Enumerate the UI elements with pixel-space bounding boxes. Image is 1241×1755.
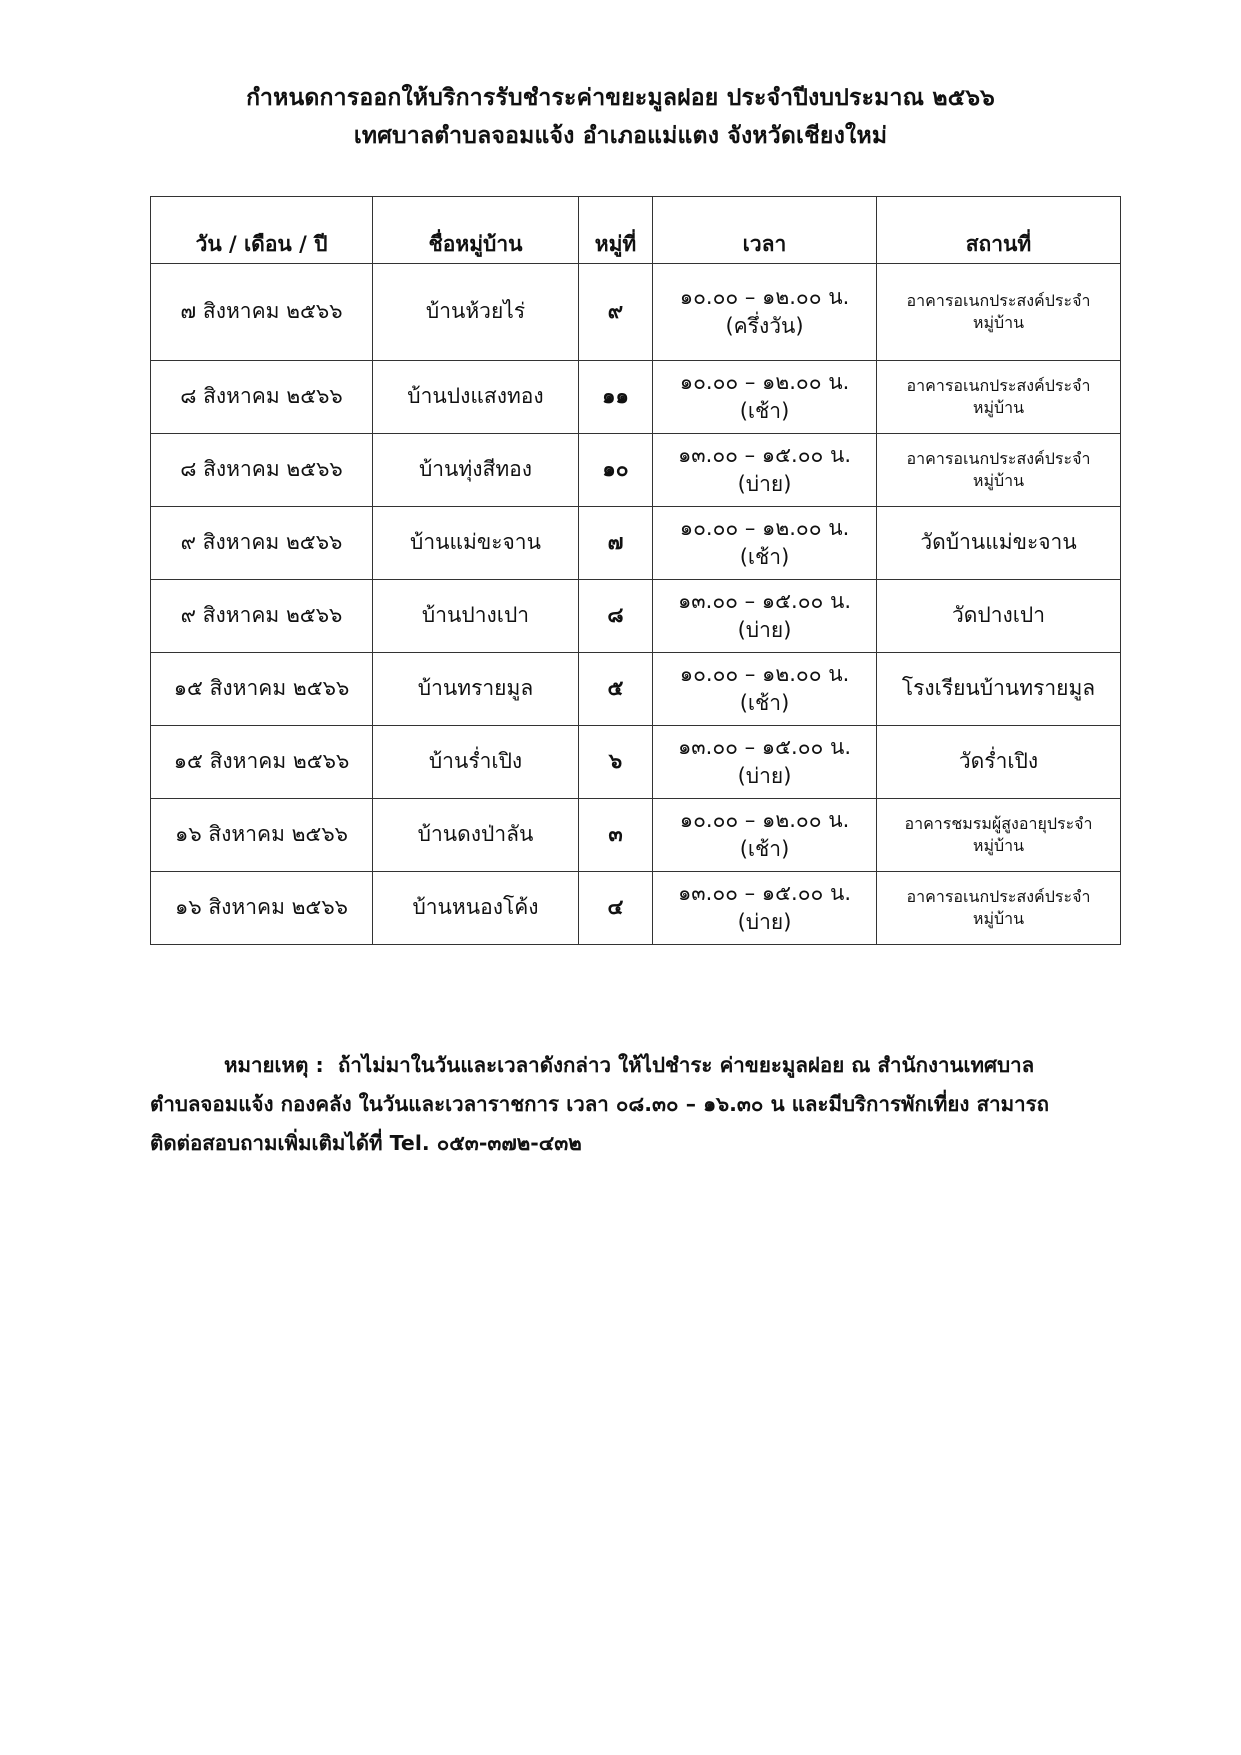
cell-date: ๘ สิงหาคม ๒๕๖๖ (151, 434, 373, 507)
cell-time (653, 264, 877, 361)
document-title: กำหนดการออกให้บริการรับชำระค่าขยะมูลฝอย ประจำปีงบประมาณ ๒๕๖๖ (246, 85, 995, 111)
column-header-moo: หมู่ที่ (579, 197, 653, 264)
place-line-2: หมู่บ้าน (972, 836, 1025, 855)
cell-place (877, 799, 1121, 872)
time-range: ๑๐.๐๐ – ๑๒.๐๐ น. (679, 369, 850, 394)
time-period: (เช้า) (739, 399, 790, 423)
table-row (151, 726, 1121, 799)
document-subtitle: เทศบาลตำบลจอมแจ้ง อำเภอแม่แตง จังหวัดเชียงใหม่ (353, 123, 888, 149)
time-period: (เช้า) (739, 691, 790, 715)
cell-place: อาคารอเนกประสงค์ประจำหมู่บ้าน (877, 434, 1121, 507)
cell-moo: ๓ (579, 799, 653, 872)
cell-village: บ้านหนองโค้ง (373, 872, 579, 945)
cell-moo: ๗ (579, 507, 653, 580)
remark-section (150, 1046, 1100, 1163)
time-period: (บ่าย) (737, 472, 792, 496)
cell-village: บ้านดงป่าลัน (373, 799, 579, 872)
remark-line-2: ตำบลจอมแจ้ง กองคลัง ในวันและเวลาราชการ เวลา ๐๘.๓๐ – ๑๖.๓๐ น และมีบริการพักเที่ยง สามารถ (150, 1092, 1050, 1116)
table-row (151, 507, 1121, 580)
cell-place: โรงเรียนบ้านทรายมูล (877, 653, 1121, 726)
cell-moo: ๕ (579, 653, 653, 726)
time-period: (บ่าย) (737, 764, 792, 788)
schedule-table (150, 196, 1121, 945)
cell-date: ๗ สิงหาคม ๒๕๖๖ (151, 264, 373, 361)
cell-village: บ้านห้วยไร่ (373, 264, 579, 361)
cell-time (653, 799, 877, 872)
cell-date: ๑๕ สิงหาคม ๒๕๖๖ (151, 726, 373, 799)
cell-moo: ๔ (579, 872, 653, 945)
cell-moo: ๙ (579, 264, 653, 361)
cell-date: ๑๖ สิงหาคม ๒๕๖๖ (151, 799, 373, 872)
cell-place: วัดร่ำเปิง (877, 726, 1121, 799)
time-period: (เช้า) (739, 545, 790, 569)
cell-time (653, 872, 877, 945)
time-period: (ครึ่งวัน) (725, 314, 804, 338)
remark-text-1: ถ้าไม่มาในวันและเวลาดังกล่าว ให้ไปชำระ ค่าขยะมูลฝอย ณ สำนักงานเทศบาล (338, 1053, 1035, 1077)
cell-moo: ๖ (579, 726, 653, 799)
remark-label: หมายเหตุ : (224, 1053, 324, 1077)
remark-line-3: ติดต่อสอบถามเพิ่มเติมได้ที่ Tel. ๐๕๓-๓๗๒-๔๓๒ (150, 1131, 582, 1155)
table-row (151, 580, 1121, 653)
cell-village: บ้านปงแสงทอง (373, 361, 579, 434)
cell-village: บ้านทุ่งสีทอง (373, 434, 579, 507)
cell-time (653, 507, 877, 580)
cell-date: ๙ สิงหาคม ๒๕๖๖ (151, 507, 373, 580)
cell-date: ๙ สิงหาคม ๒๕๖๖ (151, 580, 373, 653)
column-header-date: วัน / เดือน / ปี (151, 197, 373, 264)
table-row (151, 434, 1121, 507)
time-range: ๑๐.๐๐ – ๑๒.๐๐ น. (679, 661, 850, 686)
cell-date: ๘ สิงหาคม ๒๕๖๖ (151, 361, 373, 434)
cell-place: วัดปางเปา (877, 580, 1121, 653)
column-header-place: สถานที่ (877, 197, 1121, 264)
time-range: ๑๓.๐๐ – ๑๕.๐๐ น. (677, 588, 852, 613)
cell-village: บ้านแม่ขะจาน (373, 507, 579, 580)
cell-place: อาคารอเนกประสงค์ประจำหมู่บ้าน (877, 361, 1121, 434)
cell-moo: ๑๐ (579, 434, 653, 507)
table-row (151, 799, 1121, 872)
time-range: ๑๐.๐๐ – ๑๒.๐๐ น. (679, 807, 850, 832)
time-range: ๑๓.๐๐ – ๑๕.๐๐ น. (677, 734, 852, 759)
cell-time (653, 580, 877, 653)
cell-time (653, 726, 877, 799)
cell-date: ๑๖ สิงหาคม ๒๕๖๖ (151, 872, 373, 945)
cell-place: อาคารอเนกประสงค์ประจำหมู่บ้าน (877, 264, 1121, 361)
cell-time (653, 434, 877, 507)
cell-village: บ้านปางเปา (373, 580, 579, 653)
cell-time (653, 361, 877, 434)
time-range: ๑๓.๐๐ – ๑๕.๐๐ น. (677, 442, 852, 467)
cell-village: บ้านร่ำเปิง (373, 726, 579, 799)
cell-time (653, 653, 877, 726)
cell-moo: ๑๑ (579, 361, 653, 434)
time-range: ๑๐.๐๐ – ๑๒.๐๐ น. (679, 515, 850, 540)
table-row (151, 361, 1121, 434)
place-line-1: อาคารชมรมผู้สูงอายุประจำ (904, 814, 1093, 834)
column-header-village: ชื่อหมู่บ้าน (373, 197, 579, 264)
time-period: (เช้า) (739, 837, 790, 861)
cell-moo: ๘ (579, 580, 653, 653)
remark-line-1 (150, 1046, 1100, 1085)
cell-place: วัดบ้านแม่ขะจาน (877, 507, 1121, 580)
cell-village: บ้านทรายมูล (373, 653, 579, 726)
time-range: ๑๐.๐๐ – ๑๒.๐๐ น. (679, 284, 850, 309)
column-header-time: เวลา (653, 197, 877, 264)
time-period: (บ่าย) (737, 618, 792, 642)
table-row (151, 264, 1121, 361)
time-period: (บ่าย) (737, 910, 792, 934)
cell-date: ๑๕ สิงหาคม ๒๕๖๖ (151, 653, 373, 726)
table-row (151, 872, 1121, 945)
table-header-row (151, 197, 1121, 264)
table-row (151, 653, 1121, 726)
time-range: ๑๓.๐๐ – ๑๕.๐๐ น. (677, 880, 852, 905)
cell-place: อาคารอเนกประสงค์ประจำหมู่บ้าน (877, 872, 1121, 945)
